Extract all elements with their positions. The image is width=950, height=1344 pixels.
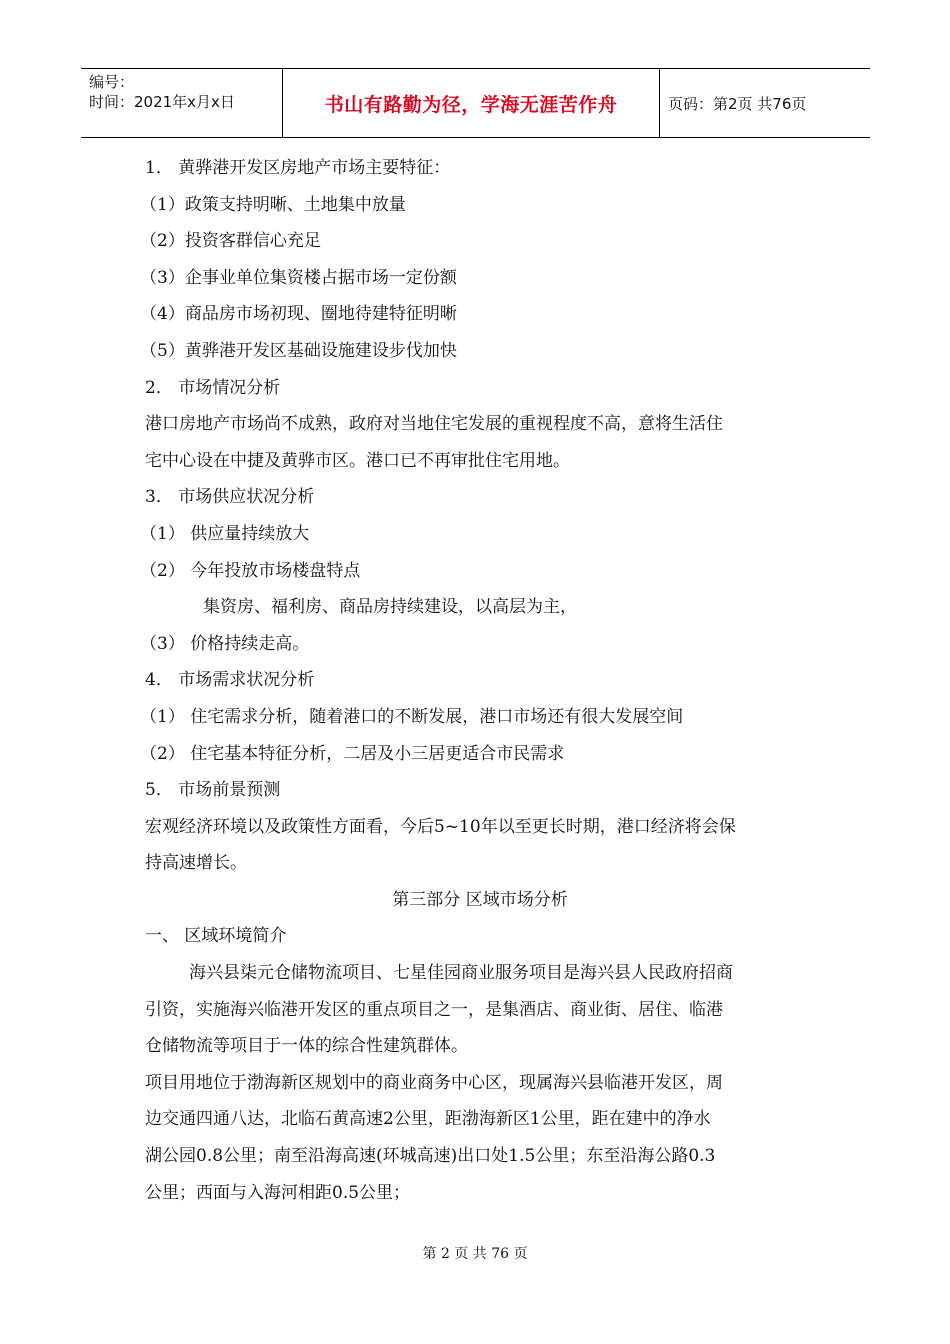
list-item: （2） 今年投放市场楼盘特点 <box>140 560 361 581</box>
list-item: （5）黄骅港开发区基础设施建设步伐加快 <box>140 340 457 361</box>
list-item: （2） 住宅基本特征分析，二居及小三居更适合市民需求 <box>140 743 565 764</box>
motto: 书山有路勤为径，学海无涯苦作舟 <box>324 93 618 116</box>
paragraph-line: 边交通四通八达，北临石黄高速2公里，距渤海新区1公里，距在建中的净水 <box>145 1109 711 1130</box>
paragraph-line: 持高速增长。 <box>145 853 247 874</box>
paragraph-line: 仓储物流等项目于一体的综合性建筑群体。 <box>145 1036 468 1057</box>
list-item: （3） 价格持续走高。 <box>140 633 310 654</box>
chapter-heading: 一、 区域环境简介 <box>145 926 287 947</box>
paragraph-line: 引资，实施海兴临港开发区的重点项目之一，是集酒店、商业街、居住、临港 <box>145 999 723 1020</box>
list-item: （4）商品房市场初现、圈地待建特征明晰 <box>140 304 457 325</box>
paragraph-line: 宏观经济环境以及政策性方面看，今后5~10年以至更长时期，港口经济将会保 <box>145 816 736 837</box>
paragraph-line: 集资房、福利房、商品房持续建设，以高层为主， <box>203 597 577 618</box>
paragraph-line: 项目用地位于渤海新区规划中的商业商务中心区，现属海兴县临港开发区，周 <box>145 1072 723 1093</box>
page-footer: 第 2 页 共 76 页 <box>422 1246 528 1262</box>
section-heading-1: 1． 黄骅港开发区房地产市场主要特征： <box>145 158 451 178</box>
header-page-cell <box>660 69 870 137</box>
section-heading-5: 5． 市场前景预测 <box>145 780 281 801</box>
header-meta <box>81 69 283 137</box>
header-motto-cell <box>283 69 660 137</box>
page-info: 页码：第2页 共76页 <box>668 94 807 113</box>
section-heading-3: 3． 市场供应状况分析 <box>145 487 315 508</box>
list-item: （1） 住宅需求分析，随着港口的不断发展，港口市场还有很大发展空间 <box>140 706 684 727</box>
section-heading-2: 2． 市场情况分析 <box>145 377 281 398</box>
part-title: 第三部分 区域市场分析 <box>392 889 568 910</box>
page-header <box>81 68 870 138</box>
list-item: （1）政策支持明晰、土地集中放量 <box>140 194 406 215</box>
document-body <box>140 150 815 1211</box>
list-item: （2）投资客群信心充足 <box>140 231 321 252</box>
time-label: 时间：2021年x月x日 <box>89 93 235 111</box>
paragraph-line: 公里；西面与入海河相距0.5公里； <box>145 1182 411 1203</box>
number-label: 编号： <box>89 73 135 91</box>
section-heading-4: 4． 市场需求状况分析 <box>145 670 315 691</box>
paragraph-line: 海兴县柒元仓储物流项目、七星佳园商业服务项目是海兴县人民政府招商 <box>189 963 733 984</box>
paragraph-line: 宅中心设在中捷及黄骅市区。港口已不再审批住宅用地。 <box>145 450 570 471</box>
list-item: （3）企事业单位集资楼占据市场一定份额 <box>140 267 457 288</box>
paragraph-line: 湖公园0.8公里；南至沿海高速(环城高速)出口处1.5公里；东至沿海公路0.3 <box>145 1146 716 1167</box>
list-item: （1） 供应量持续放大 <box>140 523 310 544</box>
paragraph-line: 港口房地产市场尚不成熟，政府对当地住宅发展的重视程度不高，意将生活住 <box>145 414 723 435</box>
